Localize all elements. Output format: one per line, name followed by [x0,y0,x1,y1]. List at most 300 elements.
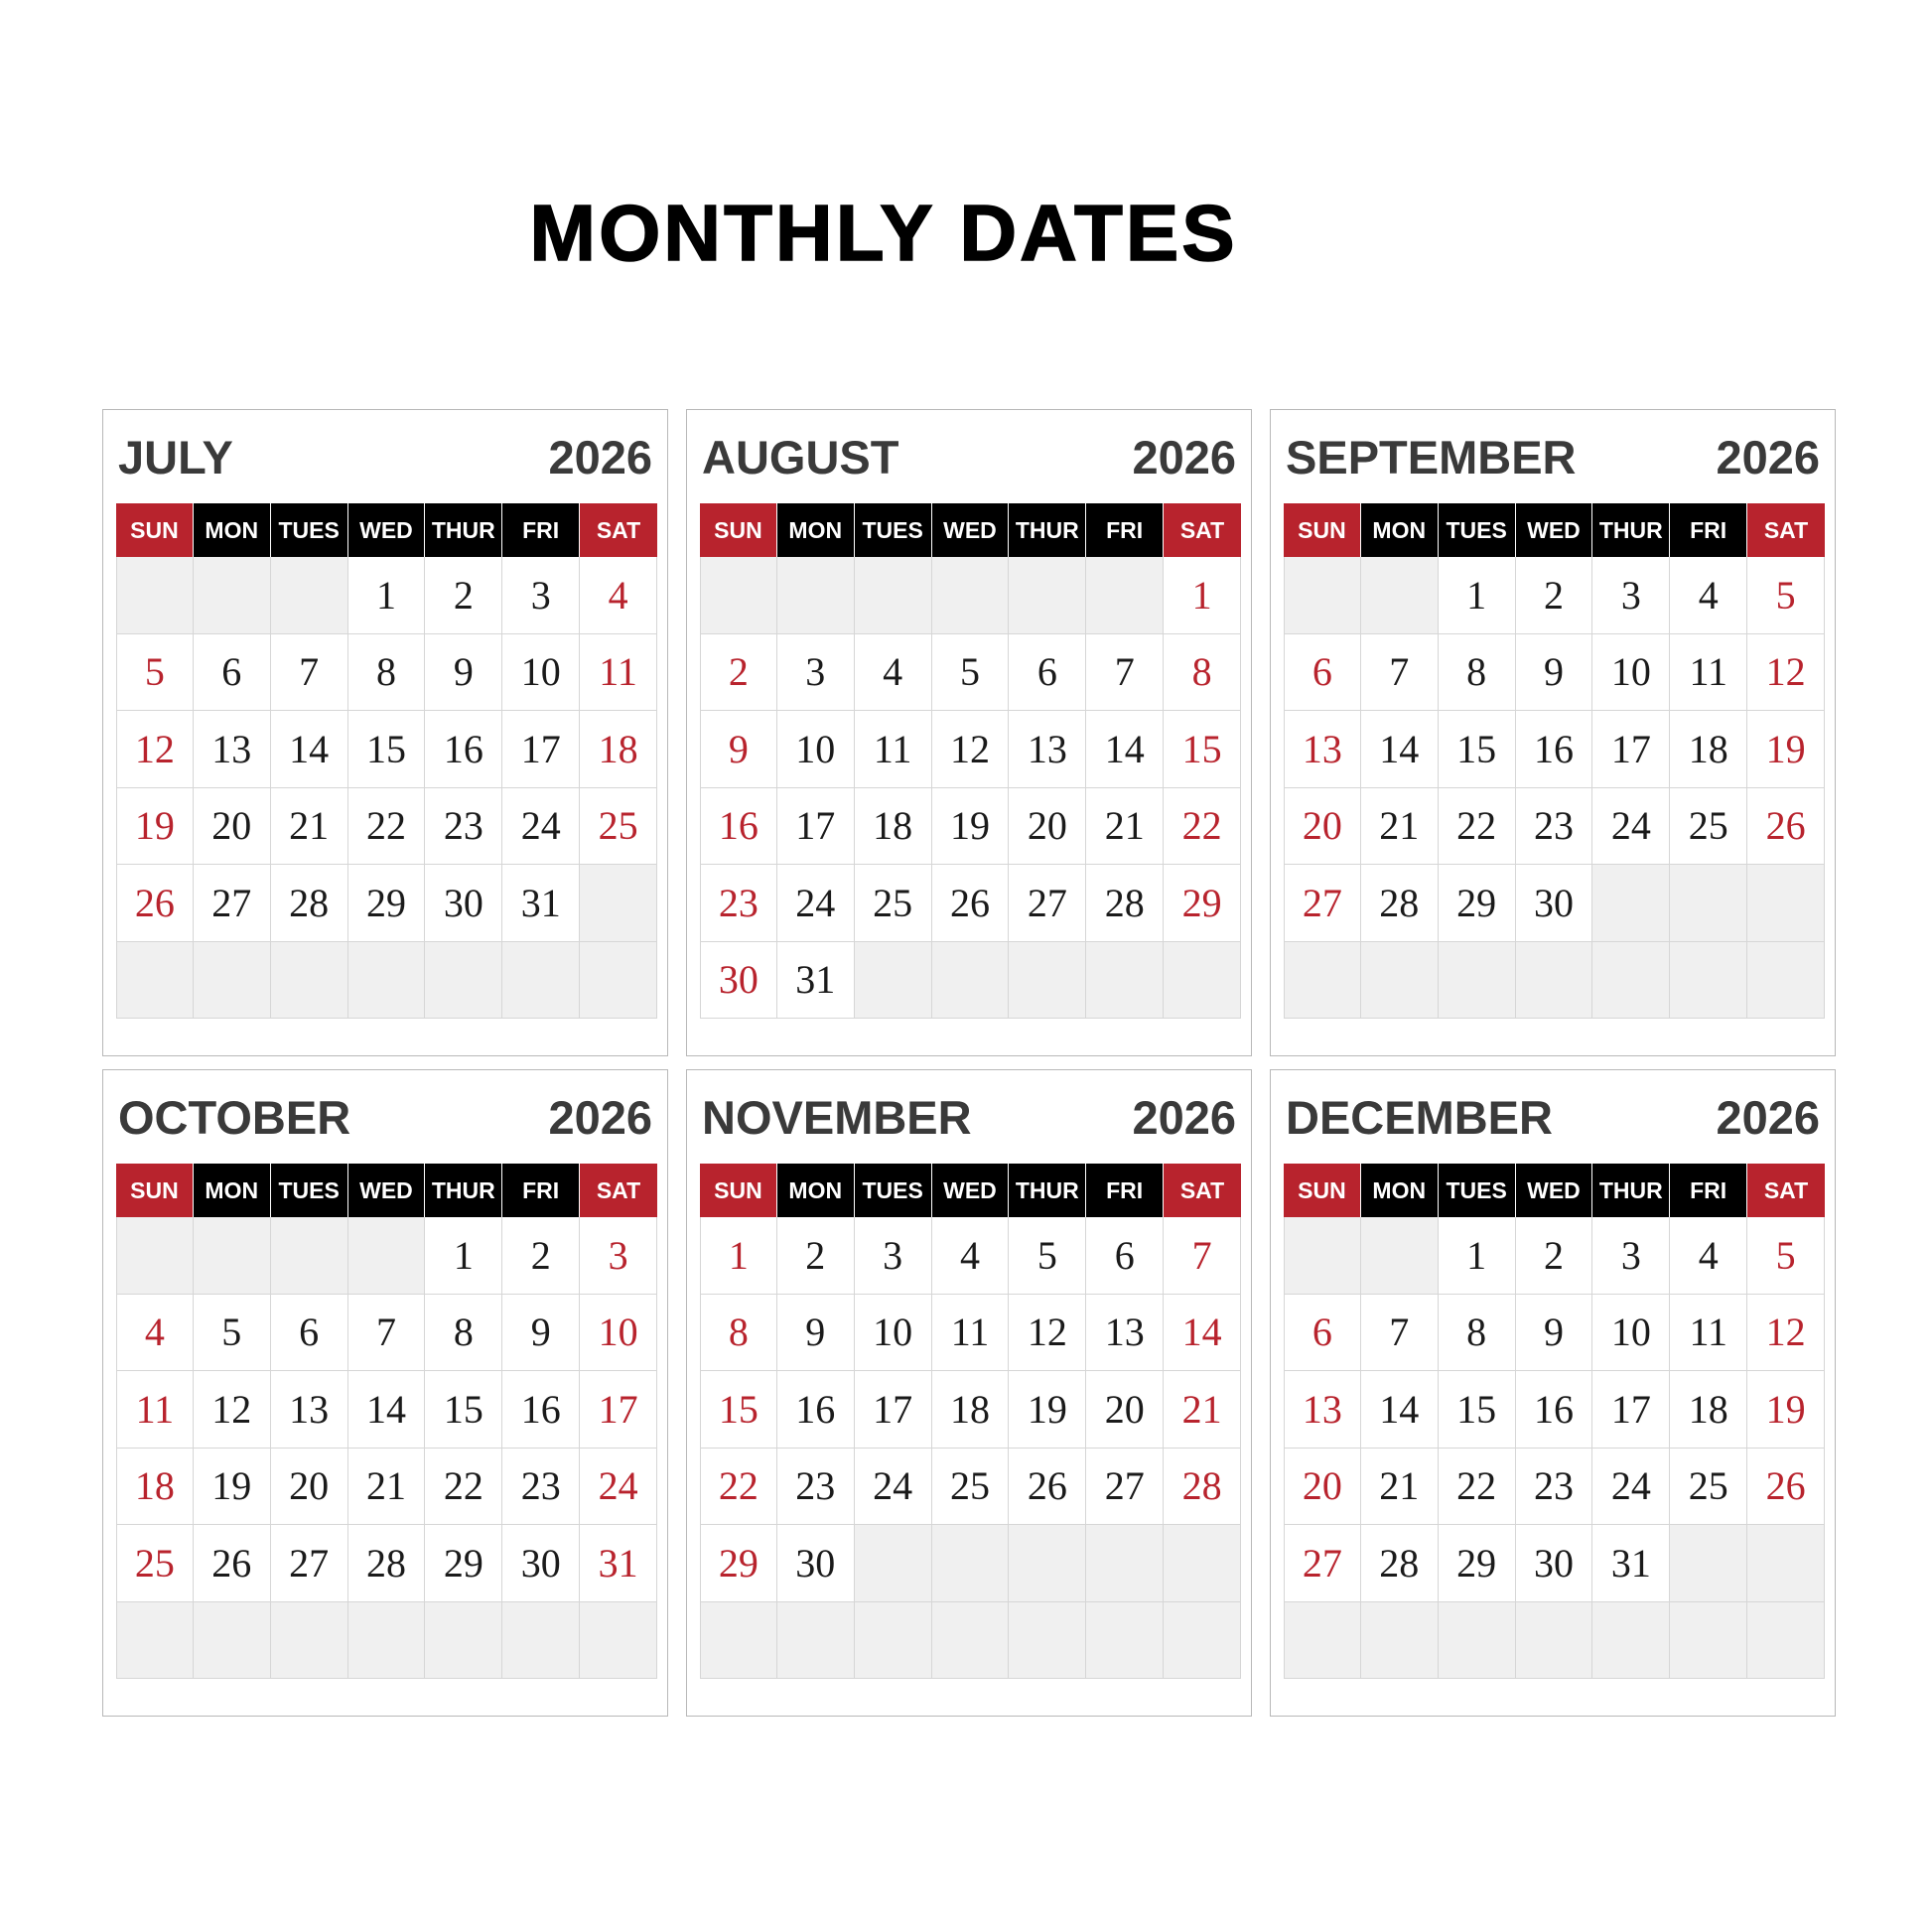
day-cell: 8 [1439,634,1516,712]
weekday-sat: SAT [1164,1164,1241,1217]
day-cell: 9 [425,634,502,712]
empty-day-cell [932,1525,1010,1602]
day-cell: 19 [932,788,1010,866]
empty-day-cell [1747,1525,1825,1602]
day-cell: 29 [425,1525,502,1602]
day-cell: 30 [425,865,502,942]
day-cell: 6 [194,634,271,712]
empty-day-cell [194,1217,271,1295]
day-cell: 2 [1516,557,1593,634]
day-cell: 18 [932,1371,1010,1449]
day-cell: 7 [1164,1217,1241,1295]
day-cell: 2 [502,1217,580,1295]
weekday-wed: WED [348,503,426,557]
day-cell: 22 [700,1449,777,1526]
empty-day-cell [1009,942,1086,1020]
empty-day-cell [1361,557,1439,634]
day-cell: 18 [1670,711,1747,788]
weekday-mon: MON [194,503,271,557]
day-cell: 3 [580,1217,657,1295]
weekday-thur: THUR [1592,1164,1670,1217]
month-year: 2026 [548,1091,652,1144]
empty-day-cell [777,1602,855,1680]
day-cell: 8 [1439,1295,1516,1372]
empty-day-cell [580,865,657,942]
day-cell: 21 [1361,788,1439,866]
day-cell: 20 [1284,788,1361,866]
day-cell: 11 [580,634,657,712]
empty-day-cell [1284,1602,1361,1680]
day-cell: 22 [1439,1449,1516,1526]
day-cell: 28 [271,865,348,942]
empty-day-cell [1516,942,1593,1020]
day-cell: 27 [194,865,271,942]
weekday-mon: MON [1361,1164,1439,1217]
empty-day-cell [1361,1217,1439,1295]
day-cell: 29 [348,865,426,942]
weekday-fri: FRI [1670,1164,1747,1217]
day-cell: 27 [1284,1525,1361,1602]
day-cell: 25 [580,788,657,866]
day-cell: 14 [1361,711,1439,788]
day-cell: 25 [932,1449,1010,1526]
day-cell: 15 [348,711,426,788]
day-cell: 31 [1592,1525,1670,1602]
day-cell: 4 [116,1295,194,1372]
weekday-fri: FRI [1670,503,1747,557]
weekday-wed: WED [1516,503,1593,557]
day-cell: 15 [425,1371,502,1449]
day-cell: 24 [1592,1449,1670,1526]
empty-day-cell [348,1602,426,1680]
day-cell: 20 [1086,1371,1164,1449]
day-cell: 6 [1284,1295,1361,1372]
day-cell: 26 [1009,1449,1086,1526]
month-year: 2026 [1132,431,1236,483]
month-year: 2026 [1716,431,1820,483]
day-cell: 23 [425,788,502,866]
weekday-mon: MON [777,1164,855,1217]
empty-day-cell [700,1602,777,1680]
day-cell: 1 [700,1217,777,1295]
day-cell: 8 [700,1295,777,1372]
day-cell: 28 [1361,865,1439,942]
weekday-mon: MON [1361,503,1439,557]
weekday-sat: SAT [580,1164,657,1217]
day-cell: 13 [1284,711,1361,788]
empty-day-cell [1086,1602,1164,1680]
empty-day-cell [1439,1602,1516,1680]
empty-day-cell [1670,865,1747,942]
day-cell: 14 [348,1371,426,1449]
month-name: AUGUST [702,431,899,483]
month-card-october [102,1069,668,1717]
day-cell: 13 [1284,1371,1361,1449]
day-cell: 4 [855,634,932,712]
empty-day-cell [777,557,855,634]
day-cell: 22 [1439,788,1516,866]
day-cell: 16 [502,1371,580,1449]
month-card-july [102,409,668,1056]
month-name: SEPTEMBER [1286,431,1577,483]
day-cell: 12 [1747,634,1825,712]
day-cell: 29 [700,1525,777,1602]
day-cell: 14 [271,711,348,788]
day-cell: 24 [1592,788,1670,866]
weekday-tues: TUES [271,503,348,557]
day-cell: 26 [1747,1449,1825,1526]
day-cell: 28 [1164,1449,1241,1526]
weekday-tues: TUES [855,1164,932,1217]
day-cell: 4 [580,557,657,634]
day-cell: 23 [1516,1449,1593,1526]
page-title: MONTHLY DATES [529,189,1238,277]
day-grid [116,557,657,1019]
day-cell: 11 [1670,1295,1747,1372]
weekday-header-row [700,1164,1241,1217]
day-cell: 3 [855,1217,932,1295]
weekday-thur: THUR [1009,1164,1086,1217]
day-cell: 25 [116,1525,194,1602]
day-cell: 21 [1086,788,1164,866]
day-cell: 30 [777,1525,855,1602]
day-cell: 22 [1164,788,1241,866]
day-grid [700,557,1241,1019]
empty-day-cell [116,1217,194,1295]
day-cell: 2 [425,557,502,634]
weekday-header-row [116,1164,657,1217]
day-cell: 26 [932,865,1010,942]
empty-day-cell [425,942,502,1020]
empty-day-cell [700,557,777,634]
empty-day-cell [502,942,580,1020]
empty-day-cell [1164,1525,1241,1602]
day-cell: 3 [777,634,855,712]
day-cell: 7 [1086,634,1164,712]
day-cell: 7 [1361,634,1439,712]
day-cell: 21 [271,788,348,866]
day-cell: 28 [1361,1525,1439,1602]
day-cell: 13 [1009,711,1086,788]
empty-day-cell [1009,557,1086,634]
day-cell: 27 [271,1525,348,1602]
day-cell: 1 [1439,1217,1516,1295]
empty-day-cell [1086,942,1164,1020]
weekday-tues: TUES [1439,503,1516,557]
day-cell: 30 [1516,1525,1593,1602]
weekday-header-row [1284,1164,1825,1217]
day-cell: 8 [348,634,426,712]
weekday-mon: MON [777,503,855,557]
day-cell: 30 [502,1525,580,1602]
day-cell: 6 [271,1295,348,1372]
month-card-december [1270,1069,1836,1717]
day-grid [116,1217,657,1679]
weekday-sun: SUN [116,1164,194,1217]
day-cell: 16 [777,1371,855,1449]
day-cell: 12 [932,711,1010,788]
day-cell: 17 [502,711,580,788]
empty-day-cell [1086,1525,1164,1602]
day-cell: 8 [425,1295,502,1372]
day-cell: 2 [700,634,777,712]
day-cell: 6 [1284,634,1361,712]
day-cell: 10 [855,1295,932,1372]
empty-day-cell [1670,1525,1747,1602]
weekday-thur: THUR [1009,503,1086,557]
empty-day-cell [855,942,932,1020]
empty-day-cell [1747,1602,1825,1680]
day-cell: 5 [194,1295,271,1372]
day-cell: 4 [932,1217,1010,1295]
month-card-august [686,409,1252,1056]
day-cell: 1 [1439,557,1516,634]
weekday-sun: SUN [700,1164,777,1217]
weekday-thur: THUR [1592,503,1670,557]
day-cell: 10 [1592,634,1670,712]
day-cell: 21 [1361,1449,1439,1526]
empty-day-cell [194,1602,271,1680]
day-cell: 21 [348,1449,426,1526]
weekday-header-row [1284,503,1825,557]
day-cell: 17 [777,788,855,866]
day-cell: 5 [1009,1217,1086,1295]
empty-day-cell [194,942,271,1020]
weekday-sun: SUN [1284,503,1361,557]
empty-day-cell [932,1602,1010,1680]
day-cell: 20 [1284,1449,1361,1526]
weekday-thur: THUR [425,1164,502,1217]
day-cell: 18 [580,711,657,788]
empty-day-cell [1009,1525,1086,1602]
day-cell: 24 [777,865,855,942]
day-grid [700,1217,1241,1679]
empty-day-cell [1592,865,1670,942]
day-cell: 19 [1009,1371,1086,1449]
month-card-november [686,1069,1252,1717]
weekday-wed: WED [348,1164,426,1217]
day-cell: 29 [1439,1525,1516,1602]
day-cell: 10 [502,634,580,712]
day-cell: 18 [855,788,932,866]
day-cell: 17 [1592,1371,1670,1449]
day-cell: 14 [1086,711,1164,788]
month-year: 2026 [1716,1091,1820,1144]
day-cell: 4 [1670,557,1747,634]
empty-day-cell [1361,942,1439,1020]
empty-day-cell [116,1602,194,1680]
day-cell: 9 [1516,1295,1593,1372]
day-cell: 31 [580,1525,657,1602]
day-cell: 9 [1516,634,1593,712]
month-year: 2026 [548,431,652,483]
day-cell: 19 [1747,1371,1825,1449]
day-cell: 27 [1284,865,1361,942]
empty-day-cell [1284,942,1361,1020]
weekday-sat: SAT [1747,1164,1825,1217]
day-cell: 5 [116,634,194,712]
empty-day-cell [1164,1602,1241,1680]
day-cell: 22 [348,788,426,866]
day-cell: 10 [1592,1295,1670,1372]
day-cell: 13 [1086,1295,1164,1372]
day-cell: 15 [1164,711,1241,788]
day-cell: 13 [271,1371,348,1449]
weekday-thur: THUR [425,503,502,557]
weekday-header-row [700,503,1241,557]
empty-day-cell [271,557,348,634]
weekday-fri: FRI [502,503,580,557]
weekday-sun: SUN [1284,1164,1361,1217]
weekday-header-row [116,503,657,557]
day-cell: 26 [116,865,194,942]
empty-day-cell [932,557,1010,634]
empty-day-cell [1592,942,1670,1020]
empty-day-cell [855,557,932,634]
day-cell: 17 [1592,711,1670,788]
month-name: JULY [118,431,233,483]
day-cell: 10 [777,711,855,788]
weekday-mon: MON [194,1164,271,1217]
empty-day-cell [580,942,657,1020]
day-cell: 29 [1164,865,1241,942]
day-cell: 27 [1009,865,1086,942]
day-cell: 26 [1747,788,1825,866]
day-cell: 20 [194,788,271,866]
empty-day-cell [855,1525,932,1602]
day-cell: 28 [1086,865,1164,942]
day-cell: 16 [700,788,777,866]
day-cell: 14 [1361,1371,1439,1449]
day-cell: 19 [1747,711,1825,788]
weekday-tues: TUES [1439,1164,1516,1217]
day-cell: 6 [1086,1217,1164,1295]
day-cell: 25 [1670,788,1747,866]
day-cell: 17 [855,1371,932,1449]
day-grid [1284,557,1825,1019]
day-cell: 3 [1592,557,1670,634]
weekday-fri: FRI [1086,1164,1164,1217]
empty-day-cell [1516,1602,1593,1680]
day-cell: 17 [580,1371,657,1449]
day-cell: 8 [1164,634,1241,712]
empty-day-cell [1670,942,1747,1020]
day-cell: 23 [502,1449,580,1526]
weekday-sun: SUN [700,503,777,557]
day-cell: 31 [777,942,855,1020]
day-cell: 16 [1516,1371,1593,1449]
empty-day-cell [502,1602,580,1680]
weekday-wed: WED [1516,1164,1593,1217]
day-cell: 18 [116,1449,194,1526]
empty-day-cell [1439,942,1516,1020]
day-cell: 26 [194,1525,271,1602]
month-card-september [1270,409,1836,1056]
day-cell: 15 [700,1371,777,1449]
day-cell: 15 [1439,1371,1516,1449]
day-cell: 5 [1747,1217,1825,1295]
day-cell: 29 [1439,865,1516,942]
empty-day-cell [348,942,426,1020]
day-cell: 14 [1164,1295,1241,1372]
day-cell: 9 [700,711,777,788]
day-cell: 27 [1086,1449,1164,1526]
day-cell: 7 [348,1295,426,1372]
day-cell: 12 [1747,1295,1825,1372]
empty-day-cell [116,557,194,634]
month-name: DECEMBER [1286,1091,1553,1144]
day-cell: 19 [194,1449,271,1526]
day-cell: 3 [502,557,580,634]
weekday-sun: SUN [116,503,194,557]
day-cell: 20 [1009,788,1086,866]
empty-day-cell [1086,557,1164,634]
empty-day-cell [1164,942,1241,1020]
day-cell: 12 [194,1371,271,1449]
empty-day-cell [194,557,271,634]
weekday-wed: WED [932,503,1010,557]
day-cell: 7 [271,634,348,712]
day-cell: 22 [425,1449,502,1526]
day-cell: 5 [932,634,1010,712]
empty-day-cell [1284,557,1361,634]
day-cell: 7 [1361,1295,1439,1372]
day-cell: 20 [271,1449,348,1526]
empty-day-cell [855,1602,932,1680]
weekday-sat: SAT [580,503,657,557]
empty-day-cell [1009,1602,1086,1680]
day-grid [1284,1217,1825,1679]
day-cell: 23 [700,865,777,942]
empty-day-cell [1670,1602,1747,1680]
empty-day-cell [116,942,194,1020]
day-cell: 12 [116,711,194,788]
day-cell: 24 [502,788,580,866]
day-cell: 12 [1009,1295,1086,1372]
day-cell: 1 [348,557,426,634]
day-cell: 10 [580,1295,657,1372]
month-name: NOVEMBER [702,1091,972,1144]
day-cell: 5 [1747,557,1825,634]
weekday-tues: TUES [271,1164,348,1217]
empty-day-cell [1592,1602,1670,1680]
day-cell: 24 [580,1449,657,1526]
day-cell: 25 [855,865,932,942]
day-cell: 4 [1670,1217,1747,1295]
empty-day-cell [271,1217,348,1295]
day-cell: 2 [1516,1217,1593,1295]
day-cell: 9 [502,1295,580,1372]
day-cell: 24 [855,1449,932,1526]
month-name: OCTOBER [118,1091,351,1144]
empty-day-cell [932,942,1010,1020]
day-cell: 1 [1164,557,1241,634]
day-cell: 23 [777,1449,855,1526]
day-cell: 6 [1009,634,1086,712]
month-year: 2026 [1132,1091,1236,1144]
weekday-wed: WED [932,1164,1010,1217]
empty-day-cell [348,1217,426,1295]
day-cell: 3 [1592,1217,1670,1295]
day-cell: 21 [1164,1371,1241,1449]
day-cell: 28 [348,1525,426,1602]
day-cell: 15 [1439,711,1516,788]
empty-day-cell [1284,1217,1361,1295]
day-cell: 16 [1516,711,1593,788]
day-cell: 30 [700,942,777,1020]
day-cell: 25 [1670,1449,1747,1526]
empty-day-cell [1747,865,1825,942]
